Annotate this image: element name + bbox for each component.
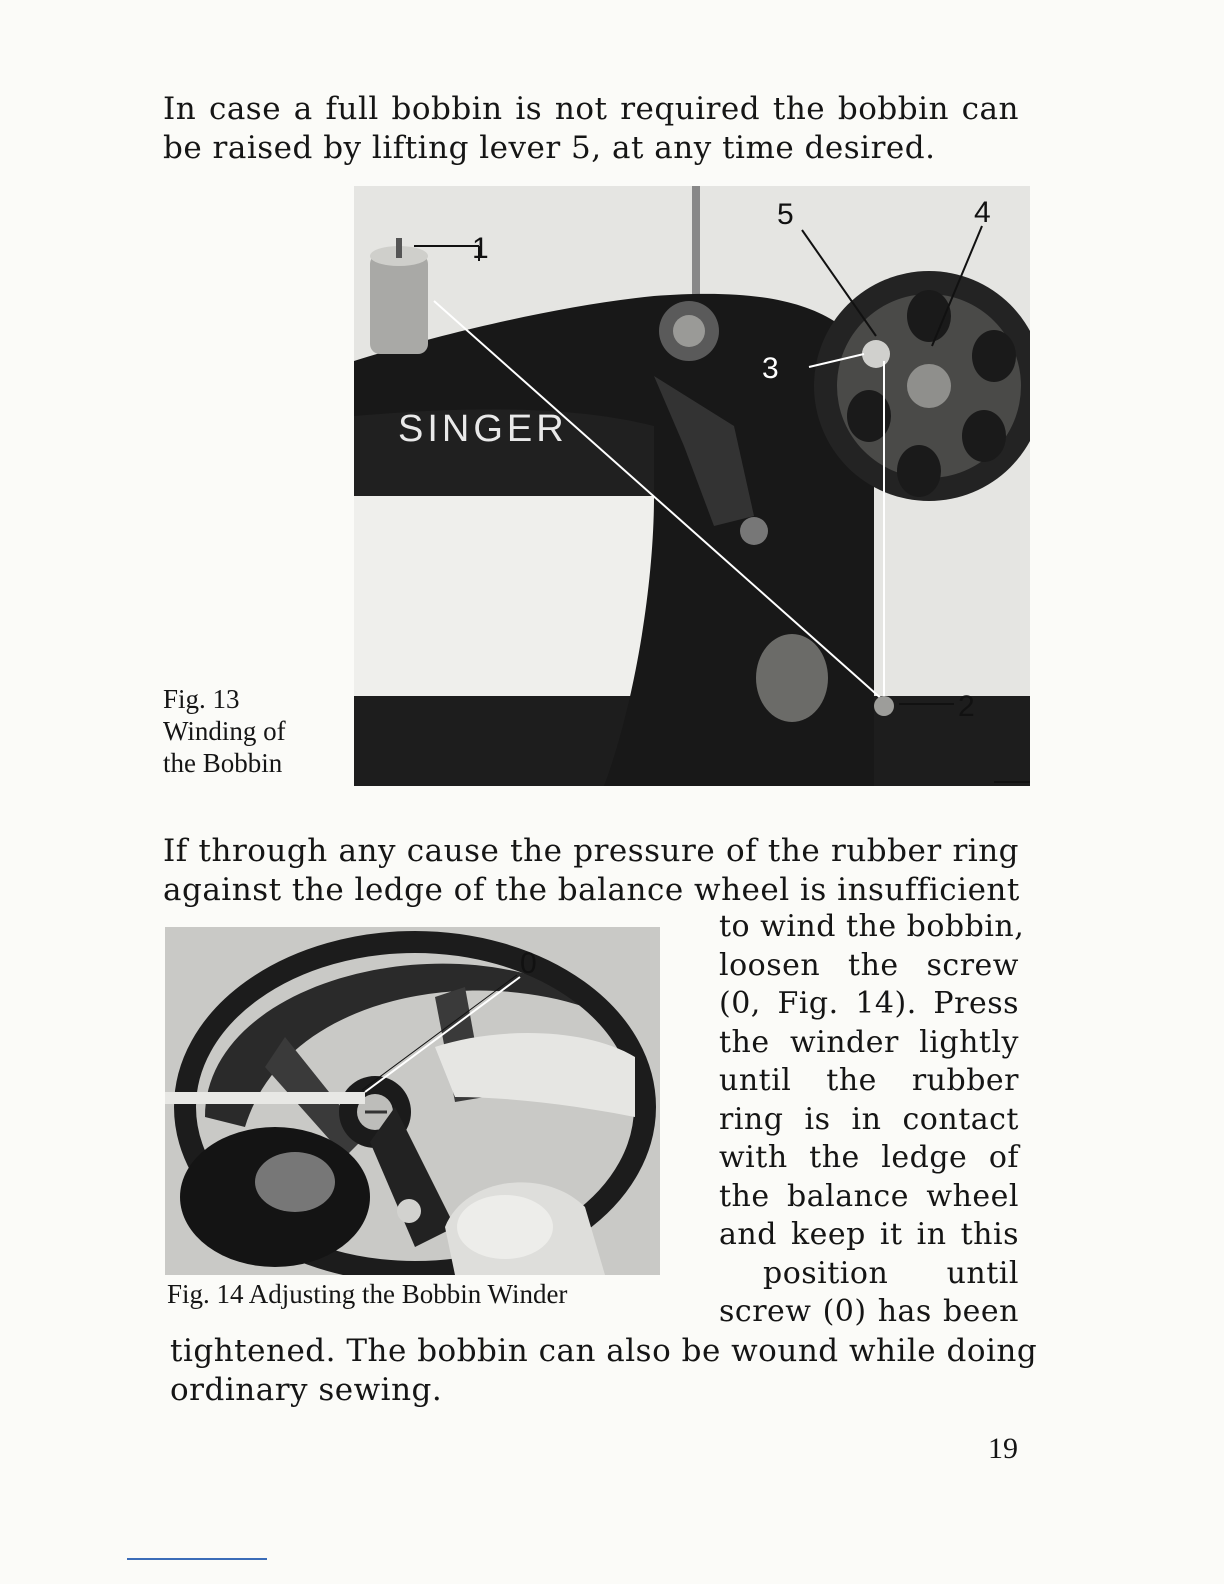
sewing-machine-illustration — [354, 186, 1030, 786]
pressure-paragraph — [163, 832, 1019, 910]
text-line: with the ledge of — [719, 1140, 1019, 1175]
machine-brand-logo: SINGER — [398, 408, 568, 450]
text-line: and keep it in this — [719, 1217, 1019, 1252]
text-line: against the ledge of the balance wheel is insufficient — [163, 872, 1020, 908]
caption-line: the Bobbin — [163, 748, 283, 778]
figure-13-caption — [163, 683, 353, 779]
callout-2-label: 2 — [958, 690, 975, 723]
caption-line: Winding of — [163, 716, 286, 746]
bobbin-winder-illustration — [165, 927, 660, 1275]
caption-line: Fig. 13 — [163, 684, 240, 714]
text-line: the winder lightly — [719, 1024, 1019, 1060]
text-line: to wind the bobbin, — [719, 909, 1025, 944]
page-number: 19 — [988, 1432, 1018, 1465]
text-line: If through any cause the pressure of the rubber ring — [163, 833, 1019, 869]
text-line: tightened. The bobbin can also be wound while doing — [170, 1333, 1038, 1369]
text-line: ordinary sewing. — [170, 1372, 443, 1408]
figure-14-caption: Fig. 14 Adjusting the Bobbin Winder — [167, 1279, 568, 1309]
text-line: be raised by lifting lever 5, at any time desired. — [163, 130, 936, 166]
callout-0-label: 0 — [520, 947, 537, 980]
callout-1-label: 1 — [472, 232, 489, 265]
text-line: loosen the screw — [719, 947, 1019, 983]
intro-paragraph — [163, 90, 1019, 168]
text-line: ring is in contact — [719, 1101, 1019, 1137]
text-line: screw (0) has been — [719, 1294, 1019, 1329]
bottom-rule — [127, 1558, 267, 1560]
closing-paragraph — [170, 1332, 1038, 1410]
text-line: until the rubber — [719, 1063, 1019, 1098]
text-line: the balance wheel — [719, 1178, 1019, 1214]
figure-13-sewing-machine-photo — [354, 186, 1030, 786]
callout-4-label: 4 — [974, 196, 991, 229]
callout-3-label: 3 — [762, 352, 779, 385]
figure-14-bobbin-winder-photo — [165, 927, 660, 1275]
text-line: In case a full bobbin is not required the bobbin can — [163, 91, 1019, 127]
callout-5-label: 5 — [777, 198, 794, 231]
text-line: (0, Fig. 14). Press — [719, 986, 1019, 1021]
text-line: position until — [763, 1255, 1019, 1291]
winder-instructions-column — [719, 908, 1025, 1332]
